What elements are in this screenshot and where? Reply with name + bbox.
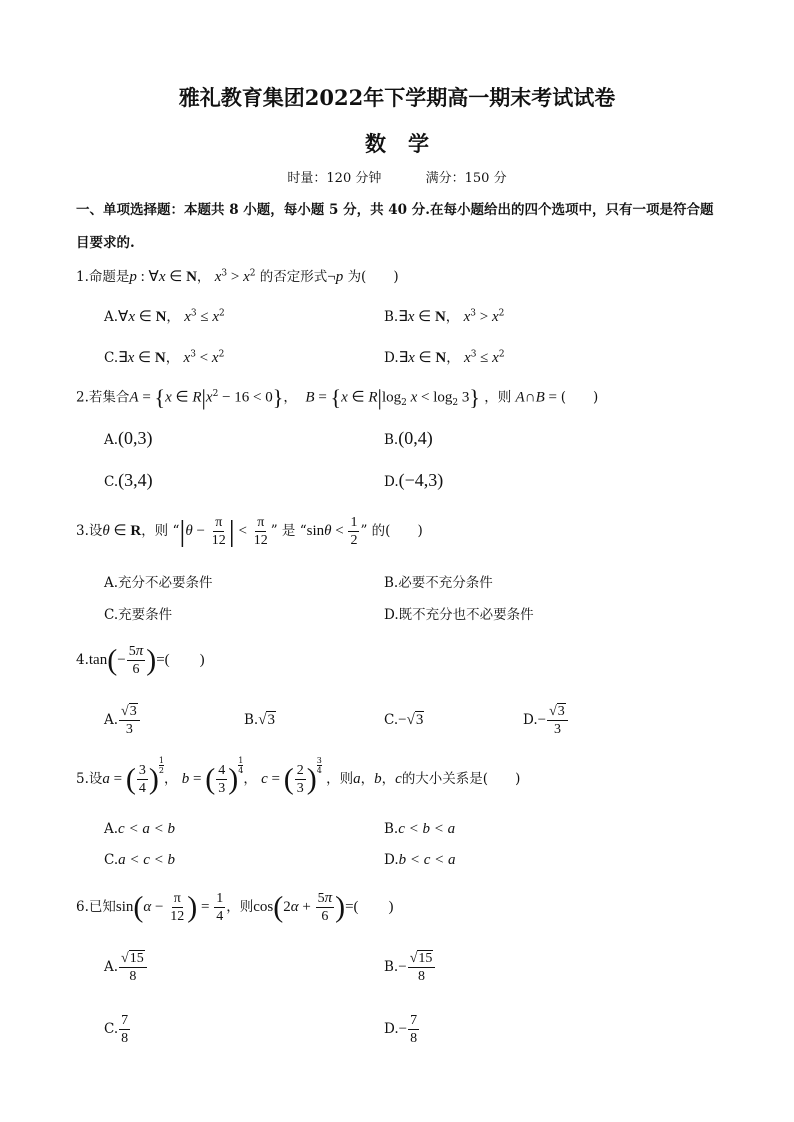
q3-option-a: A.充分不必要条件 — [104, 575, 213, 591]
q1-option-c: C.∃x ∈ N， $x^3 < x^2$ — [104, 349, 225, 366]
time-label: 时量：120 分钟 — [287, 171, 382, 186]
question-2: 2.若集合A = {x ∈ $R|x^2 - 16 < 0$}， B = {x ∈ $R|\log_2$ $x < \log_2 3$} ，则 A∩B = ( ) — [76, 385, 599, 410]
q4-option-c: C.−√3 — [384, 712, 424, 728]
q1-option-d: D.∃x ∈ N， $x^3 \le x^2$ — [384, 349, 505, 366]
section-heading-line1: 一、单项选择题：本题共 8 小题，每小题 5 分，共 40 分.在每小题给出的四个选项中，只有一项是符合题 — [76, 202, 714, 218]
q2-option-a: A.(0,3) — [104, 428, 153, 448]
question-4: 4.tan(− $\frac{5\pi}{6}$ )=( ) — [76, 643, 205, 677]
question-1: 1.命题是p : ∀x ∈ N， $x^3 > x^2$ 的否定形式¬p 为( ) — [76, 268, 399, 285]
q5-option-d: D.b < c < a — [384, 852, 456, 868]
q3-option-c: C.充要条件 — [104, 607, 173, 623]
exam-title: 雅礼教育集团2022年下学期高一期末考试试卷 — [178, 85, 616, 110]
q4-option-b: B.√3 — [244, 712, 275, 728]
q5-option-b: B.c < b < a — [384, 821, 456, 837]
q3-option-d: D.既不充分也不必要条件 — [384, 607, 534, 623]
section-heading-line2: 目要求的. — [76, 235, 135, 251]
q5-option-c: C.a < c < b — [104, 852, 176, 868]
q1-option-a: A.∀x ∈ N， $x^3 \le x^2$ — [104, 308, 225, 325]
q5-option-a: A.c < a < b — [104, 821, 175, 837]
q6-option-a: A. $\frac{√15}{8}$ — [104, 950, 148, 985]
q1-option-b: B.∃x ∈ N， $x^3 > x^2$ — [384, 308, 505, 325]
q6-option-b: B.− $\frac{√15}{8}$ — [384, 950, 436, 985]
q2-option-b: B.(0,4) — [384, 428, 433, 448]
exam-meta — [0, 167, 794, 186]
q6-option-d: D.− $\frac{7}{8}$ — [384, 1013, 418, 1046]
q4-option-d: D.− $\frac{√3}{3}$ — [523, 703, 569, 738]
q3-option-b: B.必要不充分条件 — [384, 575, 493, 591]
question-3: 3.设θ ∈ R，则 “|θ − $\frac{\pi}{12}$ | < $\frac{\pi}{12}$ ” 是 “sinθ < $\frac{1}{2}$ ” 的( ) — [76, 514, 423, 548]
q4-option-a: A. $\frac{√3}{3}$ — [104, 703, 141, 738]
question-6: 6.已知sin(α − $\frac{\pi}{12}$ ) = $\frac{1}{4}$ ，则cos(2α + $\frac{5\pi}{6}$ )=( ) — [76, 890, 394, 924]
q6-option-c: C. $\frac{7}{8}$ — [104, 1013, 129, 1046]
question-5: 5.设a = ( $\frac{3}{4}$ ) $\frac{1}{2}$ ， b = ( $\frac{4}{3}$ ) $\frac{1}{4}$ ， c = ( $\frac{2}{3}$ ) $\frac{3}{4}$ ，则a，b，c的大小关系是( ) — [76, 756, 521, 796]
q2-option-d: D.(−4,3) — [384, 470, 444, 490]
score-label: 满分：150 分 — [425, 171, 507, 186]
q2-option-c: C.(3,4) — [104, 470, 153, 490]
subject-title: 数学 — [365, 131, 451, 156]
